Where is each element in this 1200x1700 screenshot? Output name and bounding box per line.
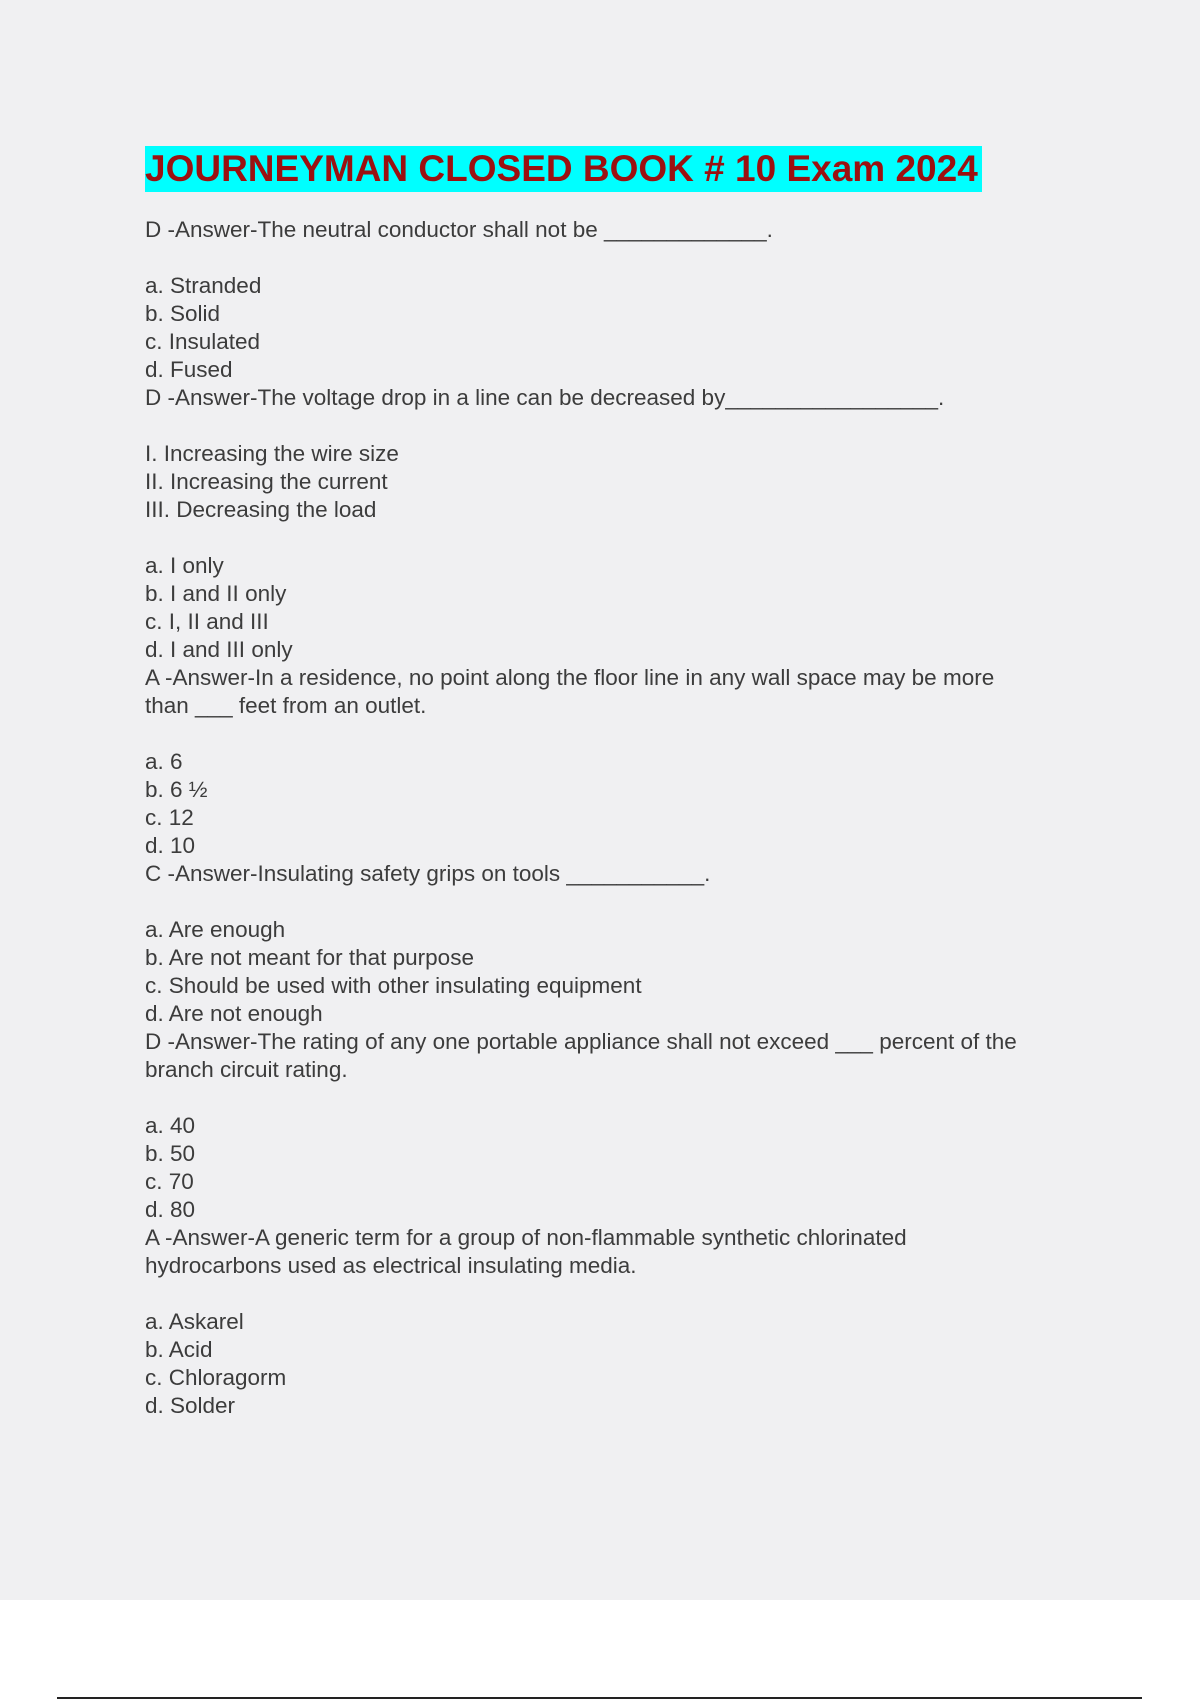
question-1-option-d: d. Fused <box>145 357 233 382</box>
question-2-statement-3: III. Decreasing the load <box>145 497 377 522</box>
question-2-option-b: b. I and II only <box>145 581 287 606</box>
question-5-option-a: a. 40 <box>145 1113 196 1138</box>
question-5-prompt-line-2: branch circuit rating. <box>145 1057 348 1082</box>
question-6-option-b: b. Acid <box>145 1337 213 1362</box>
question-2-option-d: d. I and III only <box>145 637 293 662</box>
question-4-option-b: b. Are not meant for that purpose <box>145 945 474 970</box>
question-5-option-b: b. 50 <box>145 1141 196 1166</box>
question-3-option-a: a. 6 <box>145 749 183 774</box>
question-1-option-b: b. Solid <box>145 301 221 326</box>
question-5-prompt-line-1: D -Answer-The rating of any one portable appliance shall not exceed ___ percent of the <box>145 1029 1017 1054</box>
questions-body <box>145 216 1095 1420</box>
question-1-option-a: a. Stranded <box>145 273 262 298</box>
question-6-option-c: c. Chloragorm <box>145 1365 287 1390</box>
question-6-option-d: d. Solder <box>145 1393 236 1418</box>
question-4-prompt-line-1: C -Answer-Insulating safety grips on tools ___________. <box>145 861 711 886</box>
question-1-option-c: c. Insulated <box>145 329 261 354</box>
question-5-option-d: d. 80 <box>145 1197 196 1222</box>
question-5-option-c: c. 70 <box>145 1169 194 1194</box>
question-2-option-a: a. I only <box>145 553 224 578</box>
title-highlight <box>145 146 982 192</box>
question-3-prompt-line-1: A -Answer-In a residence, no point along the floor line in any wall space may be more <box>145 665 995 690</box>
question-3-option-d: d. 10 <box>145 833 196 858</box>
question-4-option-a: a. Are enough <box>145 917 286 942</box>
footer-divider <box>57 1697 1142 1699</box>
page-content <box>145 146 1095 1420</box>
document-title: JOURNEYMAN CLOSED BOOK # 10 Exam 2024 <box>145 148 978 189</box>
question-6-prompt-line-1: A -Answer-A generic term for a group of non-flammable synthetic chlorinated <box>145 1225 907 1250</box>
question-2-option-c: c. I, II and III <box>145 609 269 634</box>
question-1-prompt-line-1: D -Answer-The neutral conductor shall not be _____________. <box>145 217 773 242</box>
question-2-statement-1: I. Increasing the wire size <box>145 441 399 466</box>
question-6-option-a: a. Askarel <box>145 1309 244 1334</box>
question-4-option-c: c. Should be used with other insulating equipment <box>145 973 642 998</box>
question-4-option-d: d. Are not enough <box>145 1001 323 1026</box>
question-2-statement-2: II. Increasing the current <box>145 469 388 494</box>
question-3-prompt-line-2: than ___ feet from an outlet. <box>145 693 427 718</box>
question-3-option-b: b. 6 ½ <box>145 777 208 802</box>
question-3-option-c: c. 12 <box>145 805 194 830</box>
question-6-prompt-line-2: hydrocarbons used as electrical insulating media. <box>145 1253 637 1278</box>
question-2-prompt-line-1: D -Answer-The voltage drop in a line can be decreased by_________________. <box>145 385 945 410</box>
